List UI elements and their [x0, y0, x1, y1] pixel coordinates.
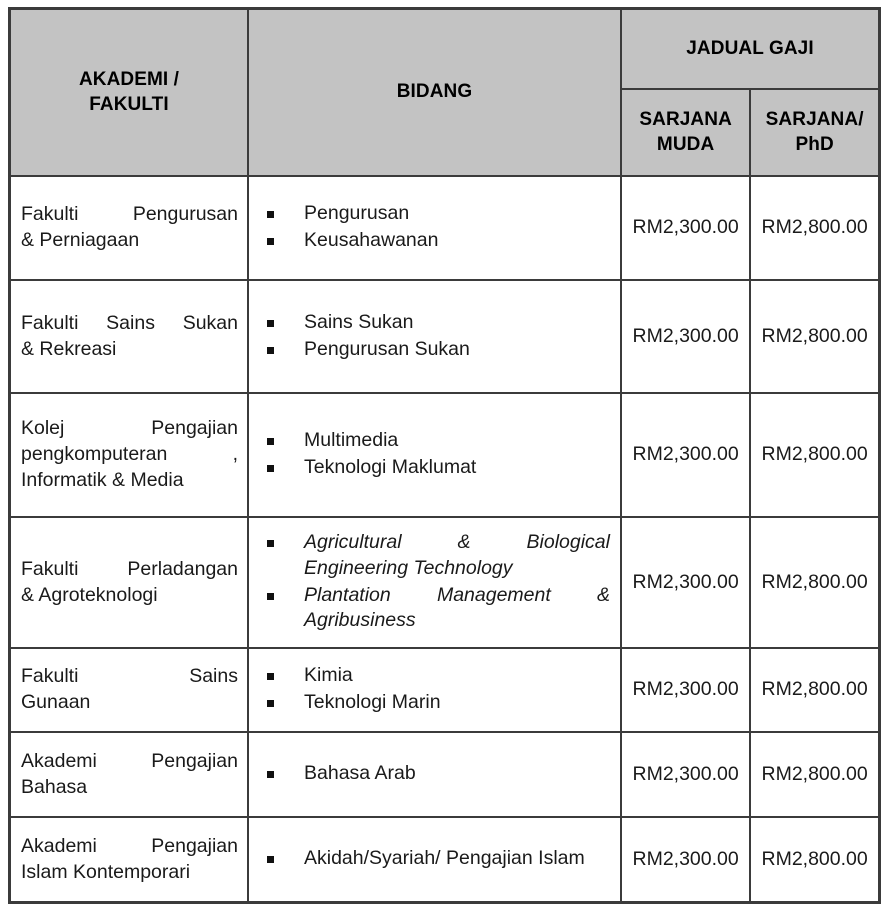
akademi-header-line1: AKADEMI /	[78, 69, 180, 91]
bidang-label: Agricultural & Biological Engineering Technology	[304, 530, 610, 579]
bidang-label: Multimedia	[304, 429, 399, 452]
sarjana-phd-amount: RM2,800.00	[750, 280, 879, 393]
bidang-label: Kimia	[304, 664, 353, 687]
bidang-label: Akidah/Syariah/ Pengajian Islam	[304, 847, 585, 870]
sarjana-muda-amount: RM2,300.00	[621, 517, 750, 648]
faculty-name-line: Fakulti Perladangan	[21, 557, 238, 580]
bidang-cell	[248, 393, 621, 517]
sarjana-phd-line1: SARJANA/	[765, 109, 864, 131]
square-bullet-icon	[267, 465, 274, 472]
sarjana-muda-amount: RM2,300.00	[621, 176, 750, 280]
bidang-list	[261, 428, 610, 481]
bidang-list	[261, 310, 610, 363]
list-item	[261, 228, 610, 254]
square-bullet-icon	[267, 673, 274, 680]
list-item	[261, 690, 610, 716]
akademi-header-line2: FAKULTI	[89, 93, 169, 115]
faculty-name-line: & Perniagaan	[21, 229, 140, 251]
column-header-bidang: BIDANG	[248, 9, 621, 177]
square-bullet-icon	[267, 238, 274, 245]
table-row	[10, 648, 880, 732]
sarjana-muda-amount: RM2,300.00	[621, 393, 750, 517]
sarjana-muda-amount: RM2,300.00	[621, 280, 750, 393]
faculty-cell	[10, 817, 249, 903]
square-bullet-icon	[267, 593, 274, 600]
column-header-sarjana-phd	[750, 89, 879, 176]
table-row	[10, 817, 880, 903]
faculty-cell	[10, 280, 249, 393]
faculty-cell	[10, 176, 249, 280]
faculty-name-line: Fakulti Sains	[21, 665, 238, 688]
bidang-list	[261, 530, 610, 635]
faculty-name-line: Bahasa	[21, 775, 88, 798]
list-item	[261, 583, 610, 635]
square-bullet-icon	[267, 540, 274, 547]
table-row	[10, 393, 880, 517]
faculty-name-line: Akademi Pengajian	[21, 834, 238, 857]
bidang-label: Keusahawanan	[304, 229, 439, 251]
sarjana-phd-amount: RM2,800.00	[750, 517, 879, 648]
faculty-name-line: & Rekreasi	[21, 337, 117, 360]
sarjana-phd-amount: RM2,800.00	[750, 732, 879, 817]
bidang-label: Pengurusan Sukan	[304, 337, 470, 360]
list-item	[261, 428, 610, 454]
faculty-name-line: Islam Kontemporari	[21, 860, 191, 883]
sarjana-phd-line2: PhD	[795, 133, 834, 155]
table-row	[10, 280, 880, 393]
faculty-cell	[10, 517, 249, 648]
sarjana-phd-amount: RM2,800.00	[750, 176, 879, 280]
bidang-cell	[248, 176, 621, 280]
sarjana-muda-amount: RM2,300.00	[621, 817, 750, 903]
bidang-cell	[248, 732, 621, 817]
list-item	[261, 337, 610, 363]
bidang-label: Teknologi Maklumat	[304, 456, 477, 478]
bidang-list	[261, 663, 610, 716]
sarjana-muda-amount: RM2,300.00	[621, 732, 750, 817]
list-item	[261, 455, 610, 481]
list-item	[261, 663, 610, 689]
faculty-name-line: & Agroteknologi	[21, 583, 158, 606]
sarjana-phd-amount: RM2,800.00	[750, 817, 879, 903]
bidang-cell	[248, 280, 621, 393]
square-bullet-icon	[267, 771, 274, 778]
bidang-label: Teknologi Marin	[304, 691, 441, 713]
table-row	[10, 176, 880, 280]
faculty-cell	[10, 393, 249, 517]
square-bullet-icon	[267, 856, 274, 863]
square-bullet-icon	[267, 347, 274, 354]
faculty-name-line: Informatik & Media	[21, 468, 184, 491]
list-item	[261, 310, 610, 336]
faculty-name-line: Fakulti Sains Sukan	[21, 311, 238, 334]
header-row-primary	[10, 9, 880, 90]
sarjana-muda-line2: MUDA	[656, 133, 715, 155]
sarjana-phd-amount: RM2,800.00	[750, 648, 879, 732]
faculty-name-line: Fakulti Pengurusan	[21, 203, 238, 226]
bidang-cell	[248, 648, 621, 732]
table-header	[10, 9, 880, 177]
list-item	[261, 761, 610, 787]
table-body	[10, 176, 880, 903]
sarjana-muda-amount: RM2,300.00	[621, 648, 750, 732]
bidang-label: Plantation Management & Agribusiness	[304, 583, 610, 632]
bidang-label: Bahasa Arab	[304, 762, 416, 785]
faculty-cell	[10, 648, 249, 732]
faculty-cell	[10, 732, 249, 817]
list-item	[261, 201, 610, 227]
table-row	[10, 517, 880, 648]
salary-schedule-table	[8, 7, 881, 904]
bidang-cell	[248, 517, 621, 648]
bidang-cell	[248, 817, 621, 903]
bidang-label: Sains Sukan	[304, 310, 414, 333]
square-bullet-icon	[267, 320, 274, 327]
bidang-list	[261, 201, 610, 254]
sarjana-phd-amount: RM2,800.00	[750, 393, 879, 517]
bidang-label: Pengurusan	[304, 202, 410, 225]
faculty-name-line: pengkomputeran ,	[21, 443, 238, 466]
list-item	[261, 530, 610, 582]
faculty-name-line: Kolej Pengajian	[21, 417, 238, 440]
table-row	[10, 732, 880, 817]
square-bullet-icon	[267, 211, 274, 218]
list-item	[261, 846, 610, 872]
column-header-akademi-fakulti	[10, 9, 249, 177]
bidang-list	[261, 761, 610, 787]
square-bullet-icon	[267, 700, 274, 707]
column-header-jadual-gaji: JADUAL GAJI	[621, 9, 880, 90]
faculty-name-line: Gunaan	[21, 691, 91, 713]
square-bullet-icon	[267, 438, 274, 445]
faculty-name-line: Akademi Pengajian	[21, 749, 238, 772]
bidang-list	[261, 846, 610, 872]
column-header-sarjana-muda	[621, 89, 750, 176]
sarjana-muda-line1: SARJANA	[639, 109, 732, 131]
